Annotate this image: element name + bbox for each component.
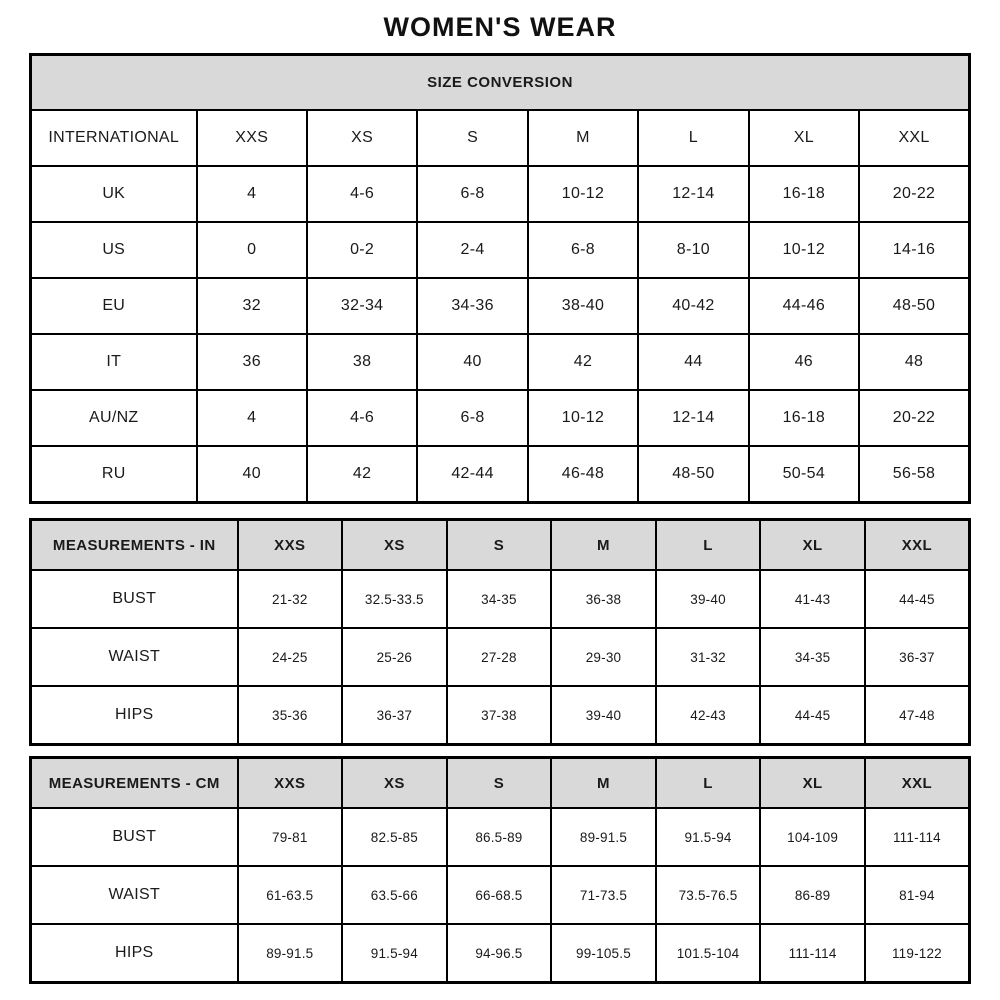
table-cell: 32-34	[307, 278, 417, 334]
table-cell: 2-4	[417, 222, 527, 278]
table-cell: 16-18	[749, 166, 859, 222]
table-cell: 44-45	[865, 570, 970, 628]
size-conversion-data-row	[31, 278, 970, 334]
column-header: XS	[342, 758, 447, 809]
row-label: IT	[31, 334, 197, 390]
table-cell: 73.5-76.5	[656, 866, 761, 924]
table-cell: 34-35	[447, 570, 552, 628]
table-cell: 89-91.5	[238, 924, 343, 983]
table-title: SIZE CONVERSION	[31, 55, 970, 111]
row-label: HIPS	[31, 686, 238, 745]
table-cell: 42	[528, 334, 638, 390]
measurements-cm-header-row	[31, 758, 970, 809]
size-conversion-data-row	[31, 166, 970, 222]
table-cell: 38-40	[528, 278, 638, 334]
column-header: M	[528, 110, 638, 166]
table-cell: 91.5-94	[342, 924, 447, 983]
table-cell: 36-38	[551, 570, 656, 628]
page-title: WOMEN'S WEAR	[383, 12, 617, 42]
column-header: XL	[749, 110, 859, 166]
table-cell: 6-8	[528, 222, 638, 278]
column-header: L	[656, 520, 761, 571]
table-cell: 29-30	[551, 628, 656, 686]
table-cell: 32	[197, 278, 307, 334]
table-cell: 10-12	[528, 390, 638, 446]
table-cell: 46-48	[528, 446, 638, 503]
table-cell: 24-25	[238, 628, 343, 686]
table-cell: 86.5-89	[447, 808, 552, 866]
table-cell: 44	[638, 334, 748, 390]
row-label: WAIST	[31, 628, 238, 686]
column-header: XL	[760, 520, 865, 571]
table-cell: 47-48	[865, 686, 970, 745]
table-cell: 82.5-85	[342, 808, 447, 866]
table-cell: 34-36	[417, 278, 527, 334]
table-cell: 40	[417, 334, 527, 390]
size-conversion-data-row	[31, 390, 970, 446]
measurements-in-header-row	[31, 520, 970, 571]
table-cell: 111-114	[865, 808, 970, 866]
row-label: AU/NZ	[31, 390, 197, 446]
table-cell: 42-43	[656, 686, 761, 745]
measurements-cm-data-row	[31, 808, 970, 866]
table-cell: 0	[197, 222, 307, 278]
table-cell: 34-35	[760, 628, 865, 686]
column-header: S	[447, 520, 552, 571]
table-cell: 31-32	[656, 628, 761, 686]
row-label: RU	[31, 446, 197, 503]
table-cell: 41-43	[760, 570, 865, 628]
table-cell: 20-22	[859, 166, 969, 222]
table-cell: 14-16	[859, 222, 969, 278]
column-header: XXS	[197, 110, 307, 166]
table-cell: 12-14	[638, 390, 748, 446]
table-cell: 8-10	[638, 222, 748, 278]
column-header: L	[656, 758, 761, 809]
measurements-cm-table	[29, 756, 971, 984]
column-header: M	[551, 758, 656, 809]
table-cell: 10-12	[528, 166, 638, 222]
table-cell: 79-81	[238, 808, 343, 866]
column-header: M	[551, 520, 656, 571]
row-label: HIPS	[31, 924, 238, 983]
table-cell: 48-50	[638, 446, 748, 503]
table-cell: 4	[197, 390, 307, 446]
table-cell: 10-12	[749, 222, 859, 278]
table-cell: 119-122	[865, 924, 970, 983]
table-cell: 20-22	[859, 390, 969, 446]
row-label: WAIST	[31, 866, 238, 924]
column-header: XXL	[865, 758, 970, 809]
column-header: S	[417, 110, 527, 166]
measurements-in-table	[29, 518, 971, 746]
table-cell: 36-37	[342, 686, 447, 745]
table-cell: 39-40	[551, 686, 656, 745]
header-label: MEASUREMENTS - IN	[31, 520, 238, 571]
column-header: XS	[307, 110, 417, 166]
table-cell: 71-73.5	[551, 866, 656, 924]
column-header: XS	[342, 520, 447, 571]
measurements-in-data-row	[31, 628, 970, 686]
table-cell: 16-18	[749, 390, 859, 446]
column-header: S	[447, 758, 552, 809]
size-conversion-data-row	[31, 446, 970, 503]
table-cell: 35-36	[238, 686, 343, 745]
table-cell: 42-44	[417, 446, 527, 503]
table-cell: 38	[307, 334, 417, 390]
table-cell: 37-38	[447, 686, 552, 745]
table-cell: 91.5-94	[656, 808, 761, 866]
size-conversion-data-row	[31, 222, 970, 278]
size-conversion-header-row	[31, 110, 970, 166]
table-cell: 36-37	[865, 628, 970, 686]
table-cell: 42	[307, 446, 417, 503]
table-cell: 99-105.5	[551, 924, 656, 983]
table-cell: 89-91.5	[551, 808, 656, 866]
table-cell: 111-114	[760, 924, 865, 983]
table-cell: 6-8	[417, 390, 527, 446]
table-cell: 4-6	[307, 390, 417, 446]
table-cell: 25-26	[342, 628, 447, 686]
header-label: INTERNATIONAL	[31, 110, 197, 166]
table-cell: 50-54	[749, 446, 859, 503]
table-cell: 86-89	[760, 866, 865, 924]
table-cell: 40	[197, 446, 307, 503]
table-cell: 39-40	[656, 570, 761, 628]
table-cell: 46	[749, 334, 859, 390]
table-cell: 66-68.5	[447, 866, 552, 924]
table-cell: 48	[859, 334, 969, 390]
table-cell: 101.5-104	[656, 924, 761, 983]
table-cell: 6-8	[417, 166, 527, 222]
measurements-in-data-row	[31, 686, 970, 745]
row-label: UK	[31, 166, 197, 222]
table-cell: 40-42	[638, 278, 748, 334]
row-label: BUST	[31, 570, 238, 628]
header-label: MEASUREMENTS - CM	[31, 758, 238, 809]
table-cell: 36	[197, 334, 307, 390]
table-cell: 48-50	[859, 278, 969, 334]
table-cell: 27-28	[447, 628, 552, 686]
table-cell: 21-32	[238, 570, 343, 628]
table-cell: 63.5-66	[342, 866, 447, 924]
column-header: XXL	[865, 520, 970, 571]
column-header: XXL	[859, 110, 969, 166]
measurements-cm-data-row	[31, 924, 970, 983]
table-cell: 104-109	[760, 808, 865, 866]
table-cell: 0-2	[307, 222, 417, 278]
table-cell: 32.5-33.5	[342, 570, 447, 628]
size-conversion-data-row	[31, 334, 970, 390]
column-header: XXS	[238, 758, 343, 809]
table-cell: 56-58	[859, 446, 969, 503]
row-label: EU	[31, 278, 197, 334]
table-cell: 4-6	[307, 166, 417, 222]
measurements-in-data-row	[31, 570, 970, 628]
row-label: US	[31, 222, 197, 278]
table-cell: 44-46	[749, 278, 859, 334]
row-label: BUST	[31, 808, 238, 866]
column-header: XXS	[238, 520, 343, 571]
column-header: L	[638, 110, 748, 166]
table-cell: 44-45	[760, 686, 865, 745]
table-cell: 94-96.5	[447, 924, 552, 983]
table-cell: 4	[197, 166, 307, 222]
table-cell: 12-14	[638, 166, 748, 222]
table-cell: 61-63.5	[238, 866, 343, 924]
size-conversion-title-row	[31, 55, 970, 111]
column-header: XL	[760, 758, 865, 809]
size-conversion-table	[29, 53, 971, 504]
table-cell: 81-94	[865, 866, 970, 924]
measurements-cm-data-row	[31, 866, 970, 924]
